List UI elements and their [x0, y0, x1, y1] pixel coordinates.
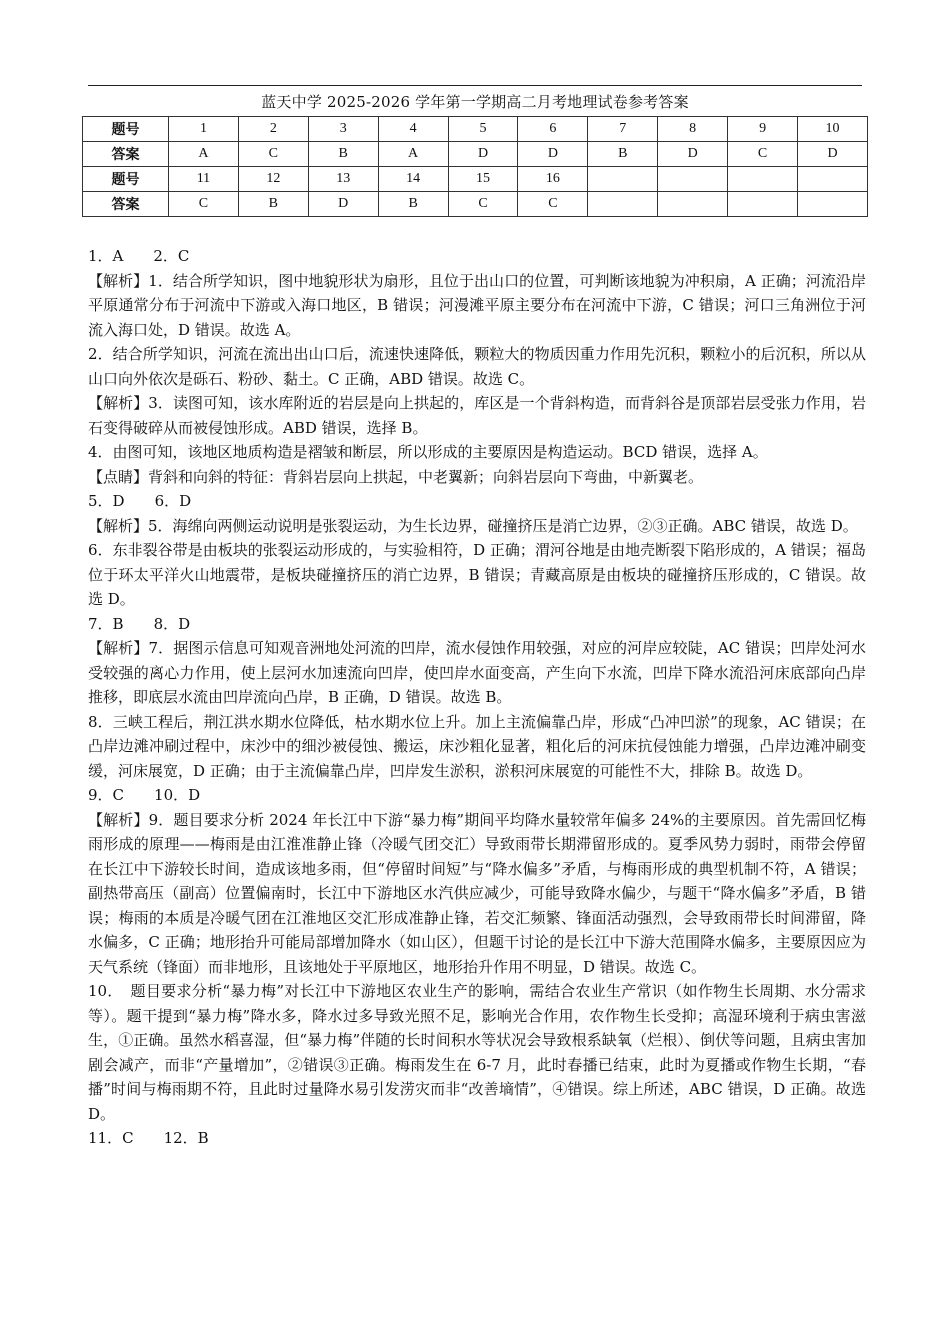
- table-cell: 14: [378, 167, 448, 192]
- table-cell: [798, 192, 868, 217]
- paragraph: 【解析】9．题目要求分析 2024 年长江中下游“暴力梅”期间平均降水量较常年偏多 24%的主要原因。首先需回忆梅雨形成的原理——梅雨是由江淮准静止锋（冷暖气团交汇）导致雨带长期滞留形成的。夏季风势力弱时，雨带会停留在长江中下游较长时间，造成该地多雨，但“停留时间短”与“降水偏多”矛盾，与梅雨形成的典型机制不符，A 错误；副热带高压（副高）位置偏南时，长江中下游地区水汽供应减少，可能导致降水偏少，与题干“降水偏多”矛盾，B 错误；梅雨的本质是冷暖气团在江淮地区交汇形成准静止锋，若交汇频繁、锋面活动强烈，会导致雨带长时间滞留，降水偏多，C 正确；地形抬升可能局部增加降水（如山区），但题干讨论的是长江中下游大范围降水偏多，主要原因应为天气系统（锋面）而非地形，且该地处于平原地区，地形抬升作用不明显，D 错误。故选 C。: [88, 810, 866, 976]
- paragraph: 【点睛】背斜和向斜的特征：背斜岩层向上拱起，中老翼新；向斜岩层向下弯曲，中新翼老。: [88, 467, 704, 486]
- table-cell: 11: [169, 167, 239, 192]
- table-cell: 10: [798, 117, 868, 142]
- paragraph: 8．三峡工程后，荆江洪水期水位降低，枯水期水位上升。加上主流偏靠凸岸，形成“凸冲凹淤”的现象，AC 错误；在凸岸边滩冲刷过程中，床沙中的细沙被侵蚀、搬运，床沙粗化显著，粗化后的河床抗侵蚀能力增强，凸岸边滩冲刷变缓，河床展宽，D 正确；由于主流偏靠凸岸，凹岸发生淤积，淤积河床展宽的可能性不大，排除 B。故选 D。: [88, 712, 866, 780]
- document-title: 蓝天中学 2025-2026 学年第一学期高二月考地理试卷参考答案: [261, 93, 689, 111]
- row-header: 题号: [83, 117, 169, 142]
- top-rule: [88, 85, 862, 86]
- paragraph: 1．A 2．C: [88, 247, 190, 265]
- table-cell: 4: [378, 117, 448, 142]
- answer-row: [83, 142, 868, 167]
- table-cell: C: [728, 142, 798, 167]
- table-cell: B: [588, 142, 658, 167]
- table-cell: [798, 167, 868, 192]
- table-cell: [728, 192, 798, 217]
- table-cell: 3: [308, 117, 378, 142]
- table-cell: C: [169, 192, 239, 217]
- paragraph: 【解析】5．海绵向两侧运动说明是张裂运动，为生长边界，碰撞挤压是消亡边界，②③正确。ABC 错误，故选 D。: [88, 516, 858, 535]
- table-cell: 5: [448, 117, 518, 142]
- table-cell: A: [378, 142, 448, 167]
- question-number-row: [83, 117, 868, 142]
- paragraph: 9．C 10．D: [88, 786, 201, 804]
- paragraph: 7．B 8．D: [88, 614, 191, 633]
- table-cell: D: [658, 142, 728, 167]
- table-cell: [658, 192, 728, 217]
- paragraph: 11．C 12．B: [88, 1129, 209, 1147]
- table-cell: D: [798, 142, 868, 167]
- table-cell: D: [308, 192, 378, 217]
- question-number-row: [83, 167, 868, 192]
- table-cell: 13: [308, 167, 378, 192]
- row-header: 题号: [83, 167, 169, 192]
- paragraph: 5．D 6．D: [88, 492, 192, 510]
- paragraph: 4．由图可知，该地区地质构造是褶皱和断层，所以形成的主要原因是构造运动。BCD 错误，选择 A。: [88, 443, 768, 461]
- table-cell: B: [308, 142, 378, 167]
- table-cell: A: [169, 142, 239, 167]
- table-cell: 9: [728, 117, 798, 142]
- table-cell: 12: [238, 167, 308, 192]
- table-cell: 16: [518, 167, 588, 192]
- table-cell: D: [518, 142, 588, 167]
- table-cell: D: [448, 142, 518, 167]
- table-cell: 8: [658, 117, 728, 142]
- table-cell: 2: [238, 117, 308, 142]
- table-cell: B: [378, 192, 448, 217]
- table-cell: 15: [448, 167, 518, 192]
- table-cell: [658, 167, 728, 192]
- paragraph: 【解析】3．读图可知，该水库附近的岩层是向上拱起的，库区是一个背斜构造，而背斜谷是顶部岩层受张力作用，岩石变得破碎从而被侵蚀形成。ABD 错误，选择 B。: [88, 394, 866, 437]
- table-cell: 7: [588, 117, 658, 142]
- table-cell: B: [238, 192, 308, 217]
- table-cell: 1: [169, 117, 239, 142]
- paragraph: 2．结合所学知识，河流在流出出山口后，流速快速降低，颗粒大的物质因重力作用先沉积，颗粒小的后沉积，所以从山口向外依次是砾石、粉砂、黏土。C 正确，ABD 错误。故选 C。: [88, 345, 866, 388]
- paragraph: 6．东非裂谷带是由板块的张裂运动形成的，与实验相符，D 正确；渭河谷地是由地壳断裂下陷形成的，A 错误；福岛位于环太平洋火山地震带，是板块碰撞挤压的消亡边界，B 错误；青藏高原是由板块的碰撞挤压形成的，C 错误。故选 D。: [88, 541, 866, 608]
- table-cell: C: [238, 142, 308, 167]
- paragraph: 【解析】1．结合所学知识，图中地貌形状为扇形，且位于出山口的位置，可判断该地貌为冲积扇，A 正确；河流沿岸平原通常分布于河流中下游或入海口地区，B 错误；河漫滩平原主要分布在河流中下游，C 错误；河口三角洲位于河流入海口处，D 错误。故选 A。: [88, 271, 866, 339]
- table-cell: [728, 167, 798, 192]
- paragraph: 10． 题目要求分析“暴力梅”对长江中下游地区农业生产的影响，需结合农业生产常识（如作物生长周期、水分需求等）。题干提到“暴力梅”降水多，降水过多导致光照不足，影响光合作用，农作物生长受抑；高湿环境利于病虫害滋生，①正确。虽然水稻喜湿，但“暴力梅”伴随的长时间积水等状况会导致根系缺氧（烂根）、倒伏等问题，且病虫害加剧会减产，而非“产量增加”，②错误③正确。梅雨发生在 6-7 月，此时春播已结束，此时为夏播或作物生长期，“春播”时间与梅雨期不符，且此时过量降水易引发涝灾而非“改善墒情”，④错误。综上所述，ABC 错误，D 正确。故选 D。: [88, 982, 866, 1123]
- table-cell: [588, 167, 658, 192]
- table-cell: 6: [518, 117, 588, 142]
- table-cell: [588, 192, 658, 217]
- table-cell: C: [448, 192, 518, 217]
- table-cell: C: [518, 192, 588, 217]
- paragraph: 【解析】7．据图示信息可知观音洲地处河流的凹岸，流水侵蚀作用较强，对应的河岸应较陡，AC 错误；凹岸处河水受较强的离心力作用，使上层河水加速流向凹岸，使凹岸水面变高，产生向下水流，凹岸下降水流沿河床底部向凸岸推移，即底层水流由凹岸流向凸岸，B 正确，D 错误。故选 B。: [88, 639, 866, 706]
- row-header: 答案: [83, 192, 169, 217]
- answer-row: [83, 192, 868, 217]
- explanation-body: [88, 244, 866, 1151]
- answer-table: [82, 116, 868, 217]
- row-header: 答案: [83, 142, 169, 167]
